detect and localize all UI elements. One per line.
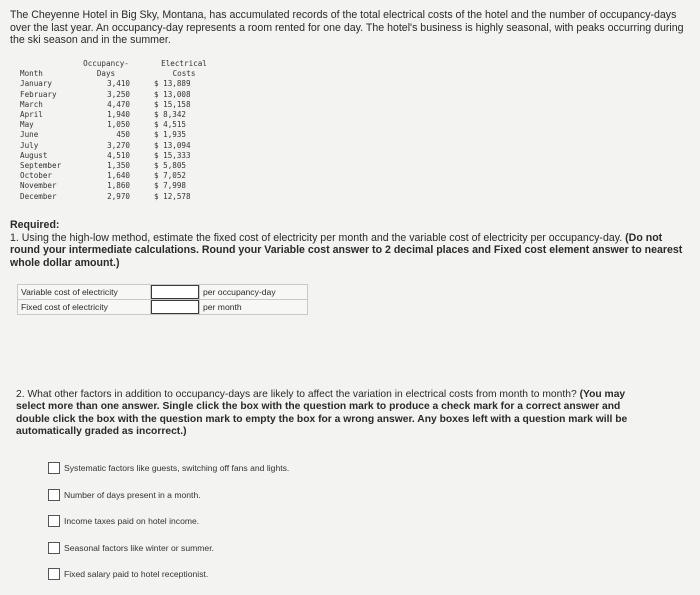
- required-section: [10, 219, 690, 269]
- cost-cell: $ 15,333: [154, 150, 191, 160]
- option-checkbox[interactable]: [48, 515, 60, 527]
- table-row: [20, 90, 214, 100]
- month-cell: July: [20, 140, 39, 150]
- fixed-cost-unit: per month: [200, 300, 308, 315]
- question-1-text: 1. Using the high-low method, estimate the fixed cost of electricity per month and the variable cost of electricity per occupancy-day.: [10, 231, 623, 244]
- days-cell: 4,470: [107, 99, 130, 109]
- header-days-line1: Occupancy-: [83, 59, 129, 68]
- days-cell: 3,270: [107, 140, 130, 150]
- month-cell: October: [20, 171, 53, 181]
- table-row: [20, 181, 214, 191]
- days-cell: 3,410: [107, 79, 130, 89]
- question-2-instructions: (You may select more than one answer. Single click the box with the question mark to produce a check mark for a correct answer and double click the box with the question mark to empty the box for a wrong answer. Any boxes left with a question mark will be automatically graded as incorrect.): [16, 389, 628, 438]
- days-cell: 4,510: [107, 150, 130, 160]
- table-row: [20, 161, 214, 171]
- cost-cell: $ 13,008: [154, 89, 191, 99]
- table-row: [20, 171, 214, 181]
- header-occupancy-days: [82, 59, 138, 79]
- month-cell: August: [20, 150, 48, 160]
- variable-cost-unit: per occupancy-day: [200, 285, 308, 300]
- option-item[interactable]: [48, 568, 208, 580]
- cost-cell: $ 13,889: [154, 79, 191, 89]
- cost-cell: $ 13,094: [154, 140, 191, 150]
- answer-row-fixed: [18, 300, 308, 315]
- days-cell: 1,350: [107, 161, 130, 171]
- table-row: [20, 79, 214, 89]
- cost-cell: $ 5,805: [154, 161, 187, 171]
- cost-cell: $ 7,052: [154, 171, 187, 181]
- option-checkbox[interactable]: [48, 489, 60, 501]
- problem-intro: The Cheyenne Hotel in Big Sky, Montana, has accumulated records of the total electrical costs of the hotel and the number of occupancy-days over the last year. An occupancy-day represents a room rented for one day. The hotel's business is highly seasonal, with peaks occurring during the ski season and in the summer.: [10, 9, 684, 47]
- header-costs-line1: Electrical: [161, 59, 207, 68]
- option-checkbox[interactable]: [48, 462, 60, 474]
- option-label: Systematic factors like guests, switching off fans and lights.: [64, 463, 290, 473]
- variable-cost-cell: [151, 285, 200, 300]
- fixed-cost-label: Fixed cost of electricity: [18, 300, 151, 315]
- table-row: [20, 100, 214, 110]
- month-cell: May: [20, 120, 34, 130]
- required-heading: Required:: [10, 219, 60, 231]
- electricity-data-table: [20, 59, 214, 202]
- option-checkbox[interactable]: [48, 542, 60, 554]
- question-2-text: 2. What other factors in addition to occupancy-days are likely to affect the variation in electrical costs from month to month?: [16, 389, 577, 400]
- answer-row-variable: [18, 285, 308, 300]
- question-1-instructions: (Do not round your intermediate calculations. Round your Variable cost answer to 2 decimal places and Fixed cost element answer to nearest whole dollar amount.): [10, 231, 683, 269]
- days-cell: 1,050: [107, 120, 130, 130]
- option-label: Fixed salary paid to hotel receptionist.: [64, 569, 209, 579]
- table-row: [20, 130, 214, 140]
- fixed-cost-input[interactable]: [151, 300, 199, 314]
- table-row: [20, 120, 214, 130]
- option-item[interactable]: [48, 515, 199, 527]
- days-cell: 3,250: [107, 89, 130, 99]
- option-label: Income taxes paid on hotel income.: [64, 516, 200, 526]
- header-costs-line2: Costs: [172, 69, 196, 79]
- days-cell: 1,640: [107, 171, 130, 181]
- cost-cell: $ 7,998: [154, 181, 187, 191]
- days-cell: 2,970: [107, 191, 130, 201]
- option-item[interactable]: [48, 489, 201, 501]
- month-cell: December: [20, 191, 57, 201]
- table-row: [20, 110, 214, 120]
- cost-cell: $ 8,342: [154, 110, 187, 120]
- month-cell: April: [20, 110, 43, 120]
- fixed-cost-cell: [151, 300, 200, 315]
- answer-table: [17, 284, 308, 315]
- header-electrical-costs: [138, 59, 214, 79]
- month-cell: November: [20, 181, 57, 191]
- option-label: Seasonal factors like winter or summer.: [64, 543, 214, 553]
- variable-cost-input[interactable]: [151, 285, 199, 299]
- days-cell: 1,860: [107, 181, 130, 191]
- cost-cell: $ 1,935: [154, 130, 187, 140]
- table-row: [20, 141, 214, 151]
- table-header-row: [20, 59, 214, 79]
- month-cell: June: [20, 130, 39, 140]
- option-item[interactable]: [48, 462, 289, 474]
- cost-cell: $ 4,515: [154, 120, 187, 130]
- month-cell: January: [20, 79, 53, 89]
- option-label: Number of days present in a month.: [64, 490, 201, 500]
- month-cell: February: [20, 89, 57, 99]
- variable-cost-label: Variable cost of electricity: [18, 285, 151, 300]
- question-2: [16, 389, 656, 439]
- days-cell: 1,940: [107, 110, 130, 120]
- month-cell: September: [20, 161, 62, 171]
- cost-cell: $ 12,578: [154, 191, 191, 201]
- days-cell: 450: [116, 130, 130, 140]
- header-month: Month: [20, 69, 43, 79]
- option-item[interactable]: [48, 542, 214, 554]
- table-row: [20, 151, 214, 161]
- header-days-line2: Days: [96, 69, 116, 79]
- month-cell: March: [20, 99, 43, 109]
- cost-cell: $ 15,158: [154, 99, 191, 109]
- table-row: [20, 192, 214, 202]
- option-checkbox[interactable]: [48, 568, 60, 580]
